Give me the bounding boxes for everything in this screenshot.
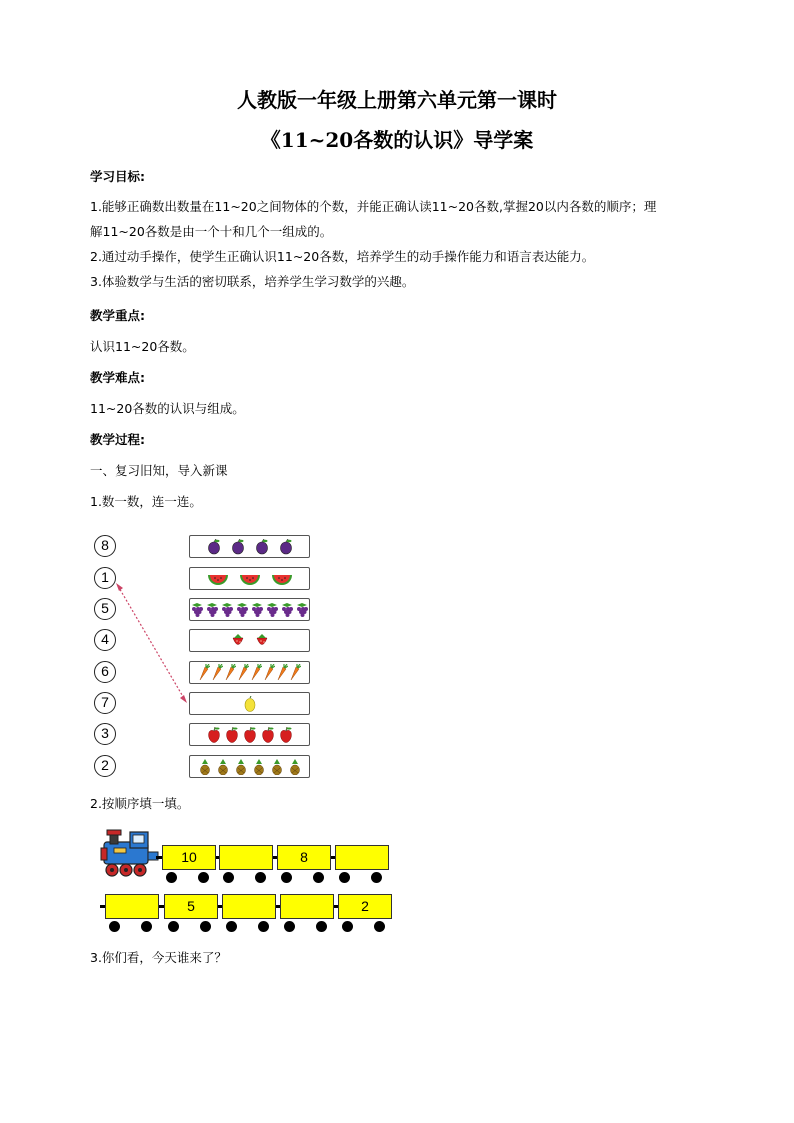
fruit-box-pineapple bbox=[189, 755, 310, 778]
apple-icon bbox=[261, 727, 275, 743]
strawberry-icon bbox=[255, 633, 269, 649]
apple-icon bbox=[243, 727, 257, 743]
task-3-label: 3.你们看，今天谁来了？ bbox=[90, 950, 227, 965]
grapes-icon bbox=[280, 602, 294, 618]
train-car-8: 8 bbox=[277, 845, 331, 870]
pineapple-icon bbox=[288, 759, 302, 775]
carrot-icon bbox=[198, 664, 210, 682]
grapes-icon bbox=[205, 602, 219, 618]
number-circle-4: 4 bbox=[94, 629, 116, 651]
grapes-icon bbox=[250, 602, 264, 618]
wheel-icon bbox=[141, 921, 152, 932]
wheel-icon bbox=[258, 921, 269, 932]
train-car-blank[interactable] bbox=[335, 845, 389, 870]
wheel-icon bbox=[316, 921, 327, 932]
wheel-icon bbox=[109, 921, 120, 932]
carrot-icon bbox=[263, 664, 275, 682]
task-1-label: 1.数一数，连一连。 bbox=[90, 494, 202, 509]
wheel-icon bbox=[342, 921, 353, 932]
key-point-heading: 教学重点: bbox=[90, 308, 145, 323]
wheel-icon bbox=[371, 872, 382, 883]
plum-icon bbox=[207, 539, 221, 555]
carrot-icon bbox=[237, 664, 249, 682]
pineapple-icon bbox=[252, 759, 266, 775]
train-car-blank[interactable] bbox=[105, 894, 159, 919]
watermelon-icon bbox=[239, 573, 261, 585]
number-circle-5: 5 bbox=[94, 598, 116, 620]
goal-item-1-line-1: 1.能够正确数出数量在11~20之间物体的个数，并能正确认读11~20各数,掌握20以内各数的顺序；理 bbox=[90, 199, 657, 214]
wheel-icon bbox=[313, 872, 324, 883]
train-car-5: 5 bbox=[164, 894, 218, 919]
plum-icon bbox=[255, 539, 269, 555]
fruit-box-apple bbox=[189, 723, 310, 746]
wheel-icon bbox=[166, 872, 177, 883]
carrot-icon bbox=[276, 664, 288, 682]
lemon-icon bbox=[243, 696, 257, 712]
grapes-icon bbox=[220, 602, 234, 618]
number-circle-1: 1 bbox=[94, 567, 116, 589]
wheel-icon bbox=[255, 872, 266, 883]
carrot-icon bbox=[250, 664, 262, 682]
goal-item-3: 3.体验数学与生活的密切联系，培养学生学习数学的兴趣。 bbox=[90, 274, 415, 289]
plum-icon bbox=[279, 539, 293, 555]
task-2-label: 2.按顺序填一填。 bbox=[90, 796, 190, 811]
fruit-box-lemon bbox=[189, 692, 310, 715]
goal-item-1-line-2: 解11~20各数是由一个十和几个一组成的。 bbox=[90, 224, 333, 239]
apple-icon bbox=[225, 727, 239, 743]
grapes-icon bbox=[190, 602, 204, 618]
dotted-connector-line bbox=[118, 586, 185, 700]
process-heading: 教学过程: bbox=[90, 432, 145, 447]
connector-arrowhead-start bbox=[116, 583, 123, 591]
train-car-10: 10 bbox=[162, 845, 216, 870]
wheel-icon bbox=[226, 921, 237, 932]
grapes-icon bbox=[235, 602, 249, 618]
wheel-icon bbox=[168, 921, 179, 932]
fruit-box-grapes bbox=[189, 598, 310, 621]
difficulty-text: 11~20各数的认识与组成。 bbox=[90, 401, 245, 416]
wheel-icon bbox=[339, 872, 350, 883]
train-car-blank[interactable] bbox=[280, 894, 334, 919]
wheel-icon bbox=[198, 872, 209, 883]
carrot-icon bbox=[211, 664, 223, 682]
fruit-box-strawberry bbox=[189, 629, 310, 652]
apple-icon bbox=[279, 727, 293, 743]
wheel-icon bbox=[374, 921, 385, 932]
number-circle-6: 6 bbox=[94, 661, 116, 683]
plum-icon bbox=[231, 539, 245, 555]
wheel-icon bbox=[200, 921, 211, 932]
wheel-icon bbox=[281, 872, 292, 883]
key-point-text: 认识11~20各数。 bbox=[90, 339, 195, 354]
goal-item-2: 2.通过动手操作，使学生正确认识11~20各数，培养学生的动手操作能力和语言表达能力。 bbox=[90, 249, 595, 264]
locomotive-icon bbox=[100, 828, 160, 880]
train-car-blank[interactable] bbox=[219, 845, 273, 870]
pineapple-icon bbox=[270, 759, 284, 775]
apple-icon bbox=[207, 727, 221, 743]
watermelon-icon bbox=[271, 573, 293, 585]
page-title: 人教版一年级上册第六单元第一课时 bbox=[237, 88, 557, 112]
difficulty-heading: 教学难点: bbox=[90, 370, 145, 385]
watermelon-icon bbox=[207, 573, 229, 585]
train-car-blank[interactable] bbox=[222, 894, 276, 919]
number-circle-2: 2 bbox=[94, 755, 116, 777]
grapes-icon bbox=[265, 602, 279, 618]
number-circle-7: 7 bbox=[94, 692, 116, 714]
number-circle-8: 8 bbox=[94, 535, 116, 557]
grapes-icon bbox=[295, 602, 309, 618]
goals-heading: 学习目标: bbox=[90, 169, 145, 184]
connector-arrowhead-end bbox=[180, 695, 187, 703]
pineapple-icon bbox=[234, 759, 248, 775]
pineapple-icon bbox=[198, 759, 212, 775]
strawberry-icon bbox=[231, 633, 245, 649]
page-subtitle: 《11~20各数的认识》导学案 bbox=[260, 128, 534, 152]
pineapple-icon bbox=[216, 759, 230, 775]
carrot-icon bbox=[289, 664, 301, 682]
fruit-box-carrot bbox=[189, 661, 310, 684]
fruit-box-plum bbox=[189, 535, 310, 558]
train-car-2: 2 bbox=[338, 894, 392, 919]
number-circle-3: 3 bbox=[94, 723, 116, 745]
wheel-icon bbox=[284, 921, 295, 932]
section-1-title: 一、复习旧知，导入新课 bbox=[90, 463, 228, 478]
wheel-icon bbox=[223, 872, 234, 883]
fruit-box-watermelon bbox=[189, 567, 310, 590]
carrot-icon bbox=[224, 664, 236, 682]
